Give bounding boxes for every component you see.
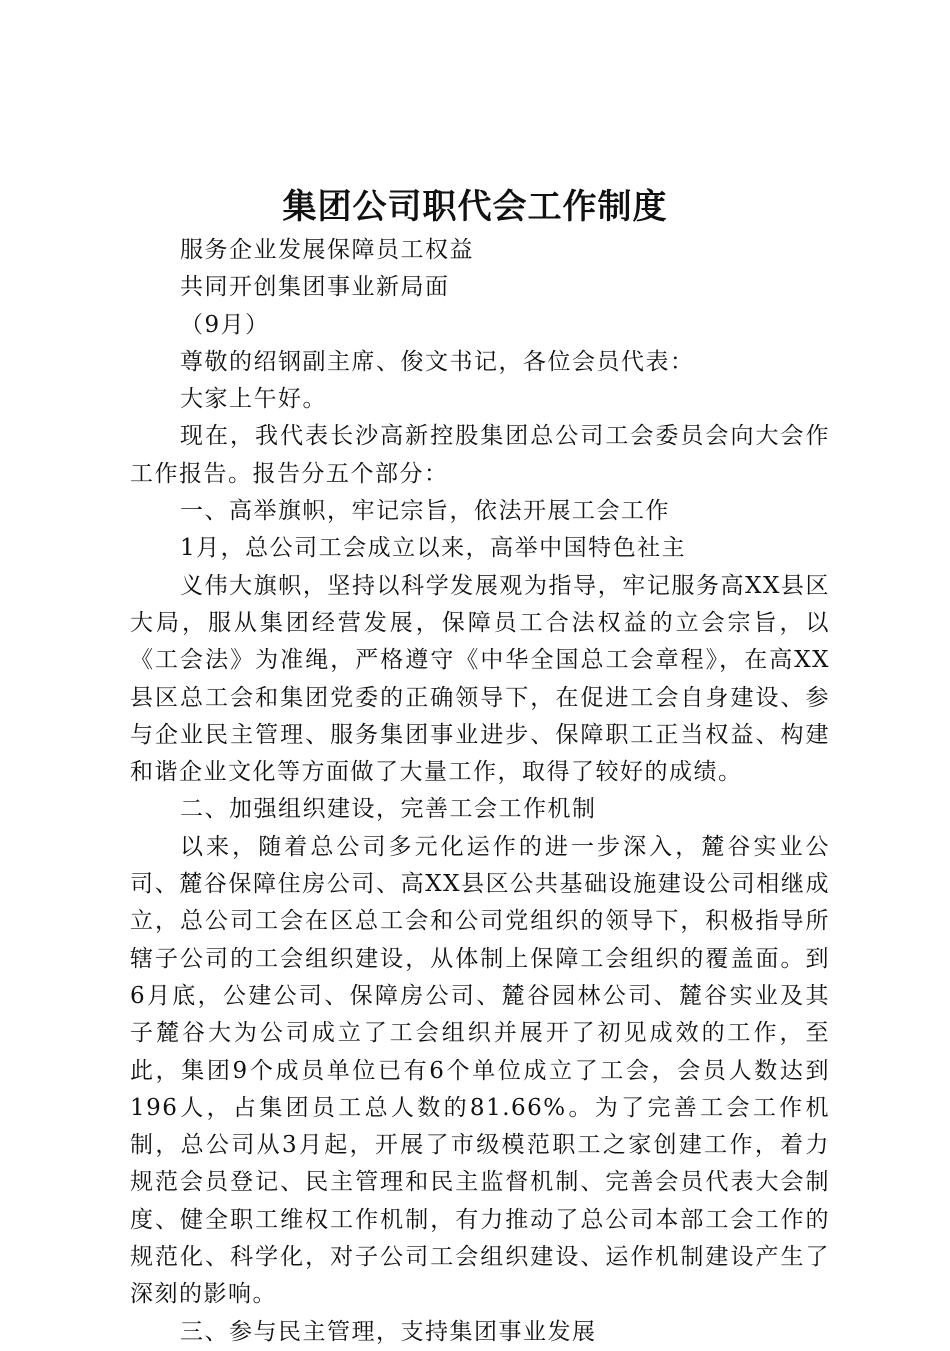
document-body — [130, 232, 830, 1351]
section-heading-3: 三、参与民主管理，支持集团事业发展 — [180, 1318, 597, 1345]
salutation-line: 尊敬的绍钢副主席、俊文书记，各位会员代表： — [180, 348, 695, 375]
greeting-line: 大家上午好。 — [180, 386, 327, 413]
section-heading-1: 一、高举旗帜，牢记宗旨，依法开展工会工作 — [180, 498, 670, 525]
subtitle-line-1: 服务企业发展保障员工权益 — [180, 237, 474, 263]
document-title: 集团公司职代会工作制度 — [282, 187, 668, 227]
subtitle-line-2: 共同开创集团事业新局面 — [180, 274, 450, 301]
section-1-lead: 1月，总公司工会成立以来，高举中国特色社主 — [180, 535, 687, 562]
section-heading-2: 二、加强组织建设，完善工会工作机制 — [180, 796, 597, 823]
intro-paragraph: 现在，我代表长沙高新控股集团总公司工会委员会向大会作工作报告。报告分五个部分： — [130, 423, 830, 487]
section-2-paragraph: 以来，随着总公司多元化运作的进一步深入，麓谷实业公司、麓谷保障住房公司、高XX县区公共基础设施建设公司相继成立，总公司工会在区总工会和公司党组织的领导下，积极指导所辖子公司的工会组织建设，从体制上保障工会组织的覆盖面。到6月底，公建公司、保障房公司、麓谷园林公司、麓谷实业及其子麓谷大为公司成立了工会组织并展开了初见成效的工作，至此，集团9个成员单位已有6个单位成立了工会，会员人数达到196人，占集团员工总人数的81.66%。为了完善工会工作机制，总公司从3月起，开展了市级模范职工之家创建工作，着力规范会员登记、民主管理和民主监督机制、完善会员代表大会制度、健全职工维权工作机制，有力推动了总公司本部工会工作的规范化、科学化，对子公司工会组织建设、运作机制建设产生了深刻的影响。 — [130, 833, 830, 1308]
date-line: （9月） — [180, 311, 270, 338]
section-1-paragraph: 义伟大旗帜，坚持以科学发展观为指导，牢记服务高XX县区大局，服从集团经营发展，保障员工合法权益的立会宗旨，以《工会法》为准绳，严格遵守《中华全国总工会章程》，在高XX县区总工会和集团党委的正确领导下，在促进工会自身建设、参与企业民主管理、服务集团事业进步、保障职工正当权益、构建和谐企业文化等方面做了大量工作，取得了较好的成绩。 — [130, 572, 830, 786]
